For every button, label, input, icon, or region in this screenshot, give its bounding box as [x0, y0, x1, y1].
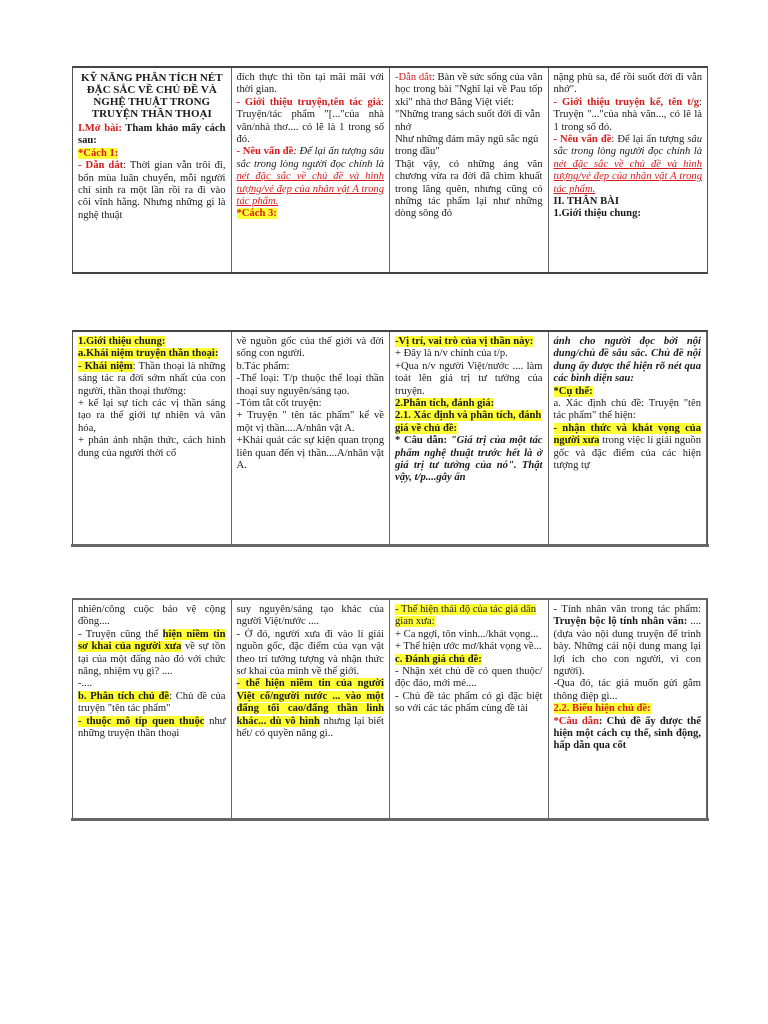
- khai-niem-text: : Thần thoại là những sáng tác ra đời sớm nhất của con người, thần thoại thường:: [78, 360, 226, 397]
- paragraph: +Khái quát các sự kiện quan trọng liên quan đến vị thần....A/nhân vật A.: [236, 435, 384, 472]
- dan-dat-paragraph: [395, 72, 543, 109]
- strip1-column-1: [73, 68, 232, 272]
- cach1-heading: *Cách 1:: [78, 147, 119, 159]
- paragraph: + Thể hiện ước mơ/khát vọng về...: [395, 641, 542, 653]
- dan-dat-paragraph: [78, 160, 226, 222]
- dan-dat-text: : Bàn về sức sống của văn học trong bài "Nghĩ lại về Pau tốp xki" nhà thơ Bằng Việt viết:: [395, 72, 543, 108]
- mobai-label: I.Mở bài:: [78, 123, 122, 134]
- section-heading: -Vị trí, vai trò của vị thần này:: [395, 336, 534, 347]
- page-strip-1: [72, 66, 708, 274]
- strip1-column-4: [549, 68, 708, 272]
- phan-tich-text: : Chủ đề của truyện "tên tác phẩm": [78, 690, 226, 715]
- paragraph: về nguồn gốc của thế giới và đời sống con người.: [236, 336, 384, 360]
- niem-tin-text: nhưng lại biết hết/ có quyền năng gì..: [236, 715, 384, 740]
- dan-dat-text: : Thời gian vẫn trôi đi, bốn mùa luân chuyển, mỗi người chỉ sinh ra một lần rồi ra đi vào cõi vĩnh hằng. Nhưng những gì là nghệ thuật: [78, 160, 226, 221]
- quote-line: Như những đám mây ngũ sắc ngủ trong đầu": [395, 134, 539, 158]
- khai-niem-paragraph: [78, 361, 226, 398]
- strip3-column-3: [390, 600, 549, 818]
- nhan-van-bold: Truyện bộc lộ tính nhân văn:: [553, 616, 688, 628]
- divider: [71, 544, 709, 547]
- strip1-column-3: [390, 68, 549, 272]
- paragraph: đích thực thì tồn tại mãi mãi với thời gian.: [236, 72, 384, 96]
- nhan-thuc-paragraph: [554, 423, 702, 473]
- section-heading: c. Đánh giá chủ đề:: [395, 653, 482, 665]
- niem-tin-paragraph: [78, 629, 226, 679]
- gioi-thieu-label: - Giới thiệu truyện,tên tác giả: [236, 96, 382, 108]
- strip2-column-4: [549, 332, 708, 544]
- neu-van-de-paragraph: [237, 146, 385, 208]
- strip1-column-2: [232, 68, 391, 272]
- section-heading: 1.Giới thiệu chung:: [78, 336, 166, 347]
- neu-van-de-italic: sâu sắc trong lòng người đọc chính là: [553, 134, 703, 158]
- paragraph: +Qua n/v người Việt/nước .... làm toát lên giá trị tư tưởng của truyện.: [395, 360, 543, 397]
- tom-tat-heading: -Tóm tắt cốt truyện:: [236, 398, 322, 410]
- divider: [71, 818, 709, 821]
- mobai-paragraph: [78, 123, 226, 148]
- section-heading: 2.Phân tích, đánh giá:: [395, 398, 495, 410]
- neu-van-de-label: - Nêu vấn đề: [553, 134, 612, 146]
- paragraph: suy nguyên/sáng tạo khác của người Việt/nước ....: [236, 604, 384, 628]
- cau-dan-paragraph: [554, 716, 702, 753]
- section-heading: 2.1. Xác định và phân tích, đánh giá về chủ đề:: [395, 410, 542, 434]
- paragraph: + Ca ngợi, tôn vinh.../khát vọng...: [395, 628, 539, 640]
- gioi-thieu-text: : Truyện/tác phẩm "[..."của nhà văn/nhà thơ.... có lẽ là 1 trong số đó.: [236, 96, 384, 146]
- than-bai-heading: II. THÂN BÀI: [553, 196, 619, 208]
- paragraph: - Nhận xét chủ đề có quen thuộc/ độc đáo, mới mẻ....: [395, 666, 543, 690]
- section-heading: a.Khái niệm truyện thần thoại:: [78, 348, 219, 360]
- cau-dan-text: : Chủ đề ấy được thể hiện một cách cụ thể, sinh động, hấp dẫn qua cốt: [553, 715, 701, 752]
- niem-tin-text-a: - Truyện cũng thể: [78, 628, 163, 640]
- nhan-van-text-a: - Tính nhân văn trong tác phẩm:: [553, 604, 701, 615]
- paragraph: -Qua đó, tác giả muốn gửi gắm thông điệp gì...: [553, 678, 701, 702]
- strip3-column-2: [232, 600, 391, 818]
- quote-line: "Những trang sách suốt đời đi vẫn nhớ: [395, 109, 541, 133]
- khai-niem-label: - Khái niệm: [78, 360, 133, 372]
- paragraph: - Chủ đề tác phẩm có gì đặc biệt so với các tác phẩm cùng đề tài: [395, 690, 543, 715]
- phan-tich-label: b. Phân tích chủ đề: [78, 690, 170, 702]
- dan-dat-label: - Dẫn dắt: [78, 160, 124, 172]
- mo-tip-highlight: - thuộc mô típ quen thuộc: [78, 715, 205, 727]
- paragraph: -....: [78, 678, 93, 690]
- paragraph: + Truyện " tên tác phẩm" kể về một vị thần....A/nhân vật A.: [236, 410, 384, 434]
- tac-pham-heading: b.Tác phẩm:: [236, 360, 290, 372]
- page-strip-2: [72, 330, 708, 544]
- paragraph: + kể lại sự tích các vị thần sáng tạo ra thế giới tự nhiên và văn hóa,: [78, 398, 226, 434]
- section-heading: - Thể hiện thái độ của tác giả dân gian xưa:: [395, 604, 536, 628]
- paragraph: Thật vậy, có những áng văn chương vừa ra đời đã chìm khuất trong lãng quên, nhưng cũng có những tác phẩm lại như những dòng sông đỏ: [395, 158, 543, 220]
- gioi-thieu-chung-heading: 1.Giới thiệu chung:: [553, 208, 641, 220]
- mobai-text: Tham khảo mấy cách sau:: [78, 123, 226, 147]
- gioi-thieu-paragraph: [554, 97, 703, 134]
- cach3-heading: *Cách 3:: [236, 208, 277, 220]
- gioi-thieu-paragraph: [237, 97, 385, 147]
- cau-dan-paragraph: [395, 435, 543, 485]
- mo-tip-text: như những truyện thần thoại: [78, 715, 226, 740]
- neu-van-de-text: : Để lại ấn tượng: [611, 134, 688, 146]
- neu-van-de-red: nét đặc sắc về chủ đề và hình tượng/vẻ đẹp của nhân vật A trong tác phẩm.: [553, 158, 702, 195]
- niem-tin-paragraph: [237, 678, 385, 740]
- xac-dinh-paragraph: a. Xác định chủ đề: Truyện "tên tác phẩm" thể hiện:: [553, 398, 701, 422]
- cau-dan-label: *Câu dẫn: [553, 715, 599, 727]
- neu-van-de-paragraph: [554, 134, 703, 196]
- strip2-column-1: [73, 332, 232, 544]
- dan-dat-label: -Dẫn dắt: [395, 72, 432, 83]
- paragraph: - Ở đó, người xưa đi vào lí giải nguồn gốc, đặc điểm của vạn vật theo trí tưởng tượng và nhận thức sơ khai của mình về thế giới.: [236, 628, 384, 678]
- strip2-column-3: [390, 332, 549, 544]
- niem-tin-text-b: về sự tồn tại của một đấng nào đó với chức năng, nhiệm vụ gì? ....: [78, 641, 226, 678]
- paragraph: nhiên/công cuộc bảo vệ cộng đồng....: [78, 604, 226, 628]
- gioi-thieu-label: - Giới thiệu truyện kể, tên t/g: [553, 96, 700, 108]
- strip3-column-4: [549, 600, 708, 818]
- gioi-thieu-text: : Truyện "..."của nhà văn..., có lẽ là 1 trong số đó.: [553, 96, 702, 133]
- strip2-column-2: [232, 332, 391, 544]
- nhan-thuc-highlight: - nhận thức và khát vọng của người xưa: [553, 422, 701, 447]
- neu-van-de-text: : Để lại ấn tượng sâu sắc trong lòng người đọc chính là: [236, 146, 384, 170]
- phan-tich-paragraph: [78, 691, 226, 716]
- cau-dan-text: "Giá trị của một tác phẩm nghệ thuật trước hết là ở giá trị tư tưởng của nó". Thật vậy, t/p....gây ấn: [395, 435, 543, 484]
- niem-tin-highlight: hiện niềm tin sơ khai của người xưa: [78, 628, 226, 653]
- neu-van-de-label: - Nêu vấn đề: [236, 146, 294, 158]
- page-strip-3: [72, 598, 708, 818]
- paragraph: ánh cho người đọc bởi nội dung/chủ đề sâu sắc. Chủ đề nội dung ấy được thể hiện rõ nét qua các bình diện sau:: [553, 336, 701, 385]
- paragraph: nặng phù sa, để rồi suốt đời đi vẫn nhớ".: [553, 72, 702, 96]
- section-heading: 2.2. Biểu hiện chủ đề:: [553, 703, 651, 715]
- cau-dan-label: * Câu dẫn:: [395, 435, 451, 447]
- the-loai-paragraph: -Thể loại: T/p thuộc thể loại thần thoại suy nguyên/sáng tạo.: [236, 373, 384, 397]
- document-title: KỸ NĂNG PHÂN TÍCH NÉT ĐẶC SẮC VỀ CHỦ ĐỀ VÀ NGHỆ THUẬT TRONG TRUYỆN THẦN THOẠI: [80, 72, 223, 120]
- neu-van-de-red: nét đặc sắc về chủ đề và hình tượng/vẻ đẹp của nhân vật A trong tác phẩm.: [236, 171, 384, 208]
- nhan-van-paragraph: [554, 604, 702, 678]
- mo-tip-paragraph: [78, 716, 226, 741]
- nhan-van-text-c: ....(dựa vào nội dung truyện để trình bày. Những cái nội dung mang lại lợi ích cho con người, vì con người).: [553, 616, 701, 678]
- niem-tin-highlight: - thể hiện niềm tin của người Việt cổ/người nước ... vào một đấng tối cao/đấng thần linh khác... dù vô hình: [236, 678, 384, 727]
- strip3-column-1: [73, 600, 232, 818]
- paragraph: + phản ánh nhận thức, cách hình dung của người thời cổ: [78, 435, 226, 459]
- nhan-thuc-text: trong việc lí giải nguồn gốc và đặc điểm của các hiện tượng tự: [553, 435, 701, 472]
- paragraph: + Đây là n/v chính của t/p.: [395, 348, 508, 360]
- cu-the-heading: *Cụ thể:: [553, 385, 593, 397]
